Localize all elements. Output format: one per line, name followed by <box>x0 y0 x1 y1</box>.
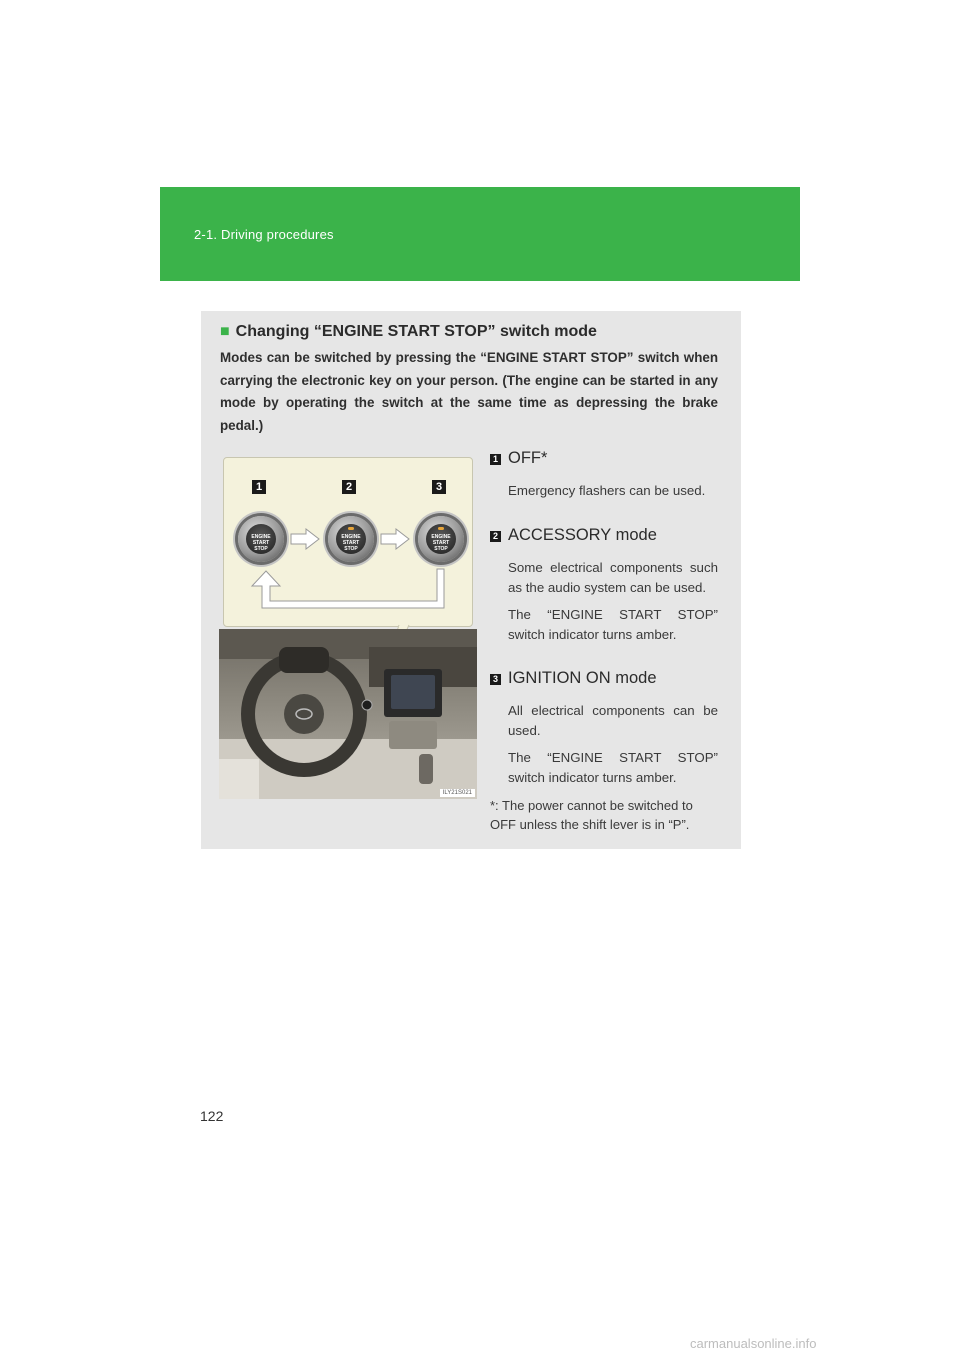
arrow-right-icon <box>380 528 410 550</box>
mode-off <box>490 449 718 501</box>
heading-text: Changing “ENGINE START STOP” switch mode <box>235 323 597 340</box>
mode-description: All electrical components can be used. <box>508 703 718 738</box>
header-band <box>160 187 800 281</box>
info-box <box>201 311 741 849</box>
mode-badge-2: 2 <box>490 531 501 542</box>
mode-title: OFF* <box>508 449 548 467</box>
mode-description: The “ENGINE START STOP” switch indicator turns amber. <box>508 607 718 642</box>
return-arrow-icon <box>248 568 448 614</box>
mode-badge-1: 1 <box>490 454 501 465</box>
dashboard-illustration <box>219 629 477 799</box>
button-sequence-callout <box>223 457 473 627</box>
mode-description: Some electrical components such as the audio system can be used. <box>508 560 718 595</box>
dashboard-photo <box>219 629 477 799</box>
mode-badge-3: 3 <box>490 674 501 685</box>
image-code: ILY21S021 <box>440 789 475 797</box>
engine-start-stop-button-ignition: ENGINE START STOP <box>418 516 464 562</box>
figure-badge-3: 3 <box>432 480 446 494</box>
page-number: 122 <box>200 1108 224 1124</box>
mode-ignition-on <box>490 669 718 787</box>
mode-description: Emergency flashers can be used. <box>508 483 706 498</box>
engine-start-stop-button-accessory: ENGINE START STOP <box>328 516 374 562</box>
engine-start-stop-button-off: ENGINE START STOP <box>238 516 284 562</box>
amber-indicator-icon <box>438 527 444 530</box>
mode-description: The “ENGINE START STOP” switch indicator turns amber. <box>508 750 718 785</box>
footnote: *: The power cannot be switched to OFF unless the shift lever is in “P”. <box>490 798 693 832</box>
box-heading <box>220 323 597 341</box>
watermark: carmanualsonline.info <box>690 1336 817 1351</box>
arrow-right-icon <box>290 528 320 550</box>
mode-title: IGNITION ON mode <box>508 669 657 687</box>
heading-square-icon: ■ <box>220 323 230 340</box>
mode-title: ACCESSORY mode <box>508 526 657 544</box>
section-label: 2-1. Driving procedures <box>194 227 334 242</box>
intro-text: Modes can be switched by pressing the “ENGINE START STOP” switch when carrying the electronic key on your person. (The engine can be started in any mode by operating the switch at the same time as depressing the brake pedal.) <box>220 350 718 433</box>
figure-badge-1: 1 <box>252 480 266 494</box>
mode-accessory <box>490 526 718 644</box>
amber-indicator-icon <box>348 527 354 530</box>
figure-badge-2: 2 <box>342 480 356 494</box>
mode-figure <box>219 453 477 799</box>
